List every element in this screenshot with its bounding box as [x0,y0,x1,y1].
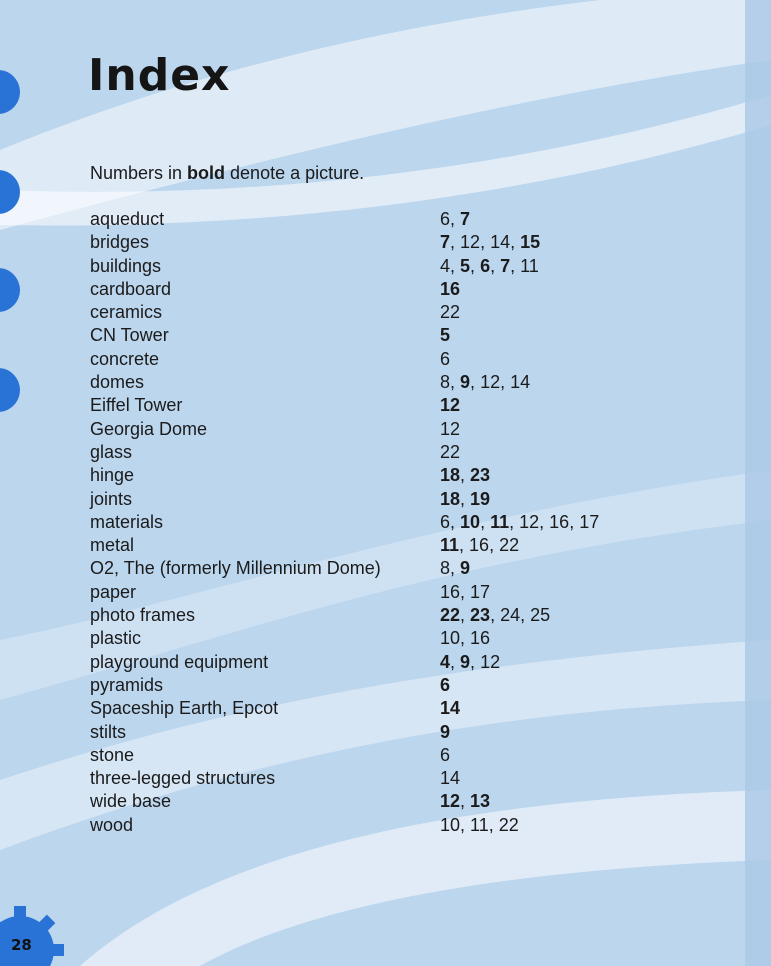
index-entry [90,464,650,487]
page-ref: 19 [470,488,491,509]
page-separator: , [539,511,550,532]
page-ref: 10 [440,814,461,835]
index-pages [440,627,490,650]
page-ref: 25 [530,605,551,626]
index-entry [90,255,650,278]
page-ref: 14 [440,698,461,719]
page-ref: 11 [520,255,539,276]
index-pages [440,790,490,813]
page-ref: 9 [460,558,471,579]
index-term: joints [90,488,133,509]
page-ref: 12 [519,511,540,532]
index-term: ceramics [90,302,163,323]
index-pages [440,255,539,278]
page-separator: , [490,255,501,276]
page-ref: 18 [440,488,461,509]
page-ref: 4 [440,651,451,672]
index-entry [90,348,650,371]
index-term: O2, The (formerly Millennium Dome) [90,558,381,579]
index-term: playground equipment [90,651,269,672]
page-ref: 9 [460,651,471,672]
page-ref: 9 [460,372,471,393]
index-entry [90,627,650,650]
index-pages [440,231,540,254]
index-term: stone [90,744,135,765]
index-note [90,163,364,184]
page-ref: 16 [549,511,570,532]
page-ref: 9 [440,721,451,742]
index-term: Spaceship Earth, Epcot [90,698,279,719]
page-ref: 17 [470,581,491,602]
index-term: plastic [90,628,142,649]
index-entry [90,231,650,254]
index-entry [90,557,650,580]
index-entry [90,441,650,464]
page-title: Index [88,50,231,101]
index-term: metal [90,535,135,556]
page-ref: 6 [440,674,451,695]
index-term: concrete [90,348,160,369]
page-ref: 10 [460,511,481,532]
index-pages [440,534,519,557]
page-ref: 22 [440,302,461,323]
page-ref: 14 [440,768,461,789]
index-pages [440,767,460,790]
index-pages [440,488,490,511]
page-separator: , [510,232,521,253]
index-list [90,208,650,837]
page-ref: 16 [440,278,461,299]
page-ref: 7 [500,255,511,276]
index-pages [440,301,460,324]
index-pages [440,581,490,604]
page-ref: 6 [440,209,451,229]
index-term: photo frames [90,605,196,626]
page-ref: 7 [440,232,451,253]
page-ref: 13 [470,791,491,812]
note-prefix: Numbers in [90,163,188,183]
index-entry [90,814,650,837]
page-ref: 15 [520,232,541,253]
page-separator: , [460,791,471,812]
page-ref: 22 [440,605,461,626]
page-ref: 6 [440,348,451,369]
page-ref: 23 [470,465,491,486]
index-entry [90,278,650,301]
index-pages [440,208,470,231]
page-separator: , [509,511,520,532]
index-pages [440,511,599,534]
page-separator: , [460,465,471,486]
page-ref: 10 [440,628,461,649]
index-pages [440,651,500,674]
page-ref: 22 [498,814,519,835]
page-ref: 14 [510,372,531,393]
index-term: wide base [90,791,172,812]
page-ref: 8 [440,558,451,579]
index-entry [90,371,650,394]
index-entry [90,581,650,604]
index-term: CN Tower [90,325,169,346]
page-ref: 12 [460,232,481,253]
page-separator: , [460,581,471,602]
index-pages [440,697,460,720]
index-term: three-legged structures [90,768,276,789]
page-separator: , [450,558,461,579]
index-pages [440,557,470,580]
index-entry [90,790,650,813]
page-ref: 12 [440,418,461,439]
index-term: Georgia Dome [90,418,208,439]
index-entry [90,208,650,231]
page-separator: , [489,535,500,556]
page-separator: , [490,605,501,626]
index-entry [90,301,650,324]
page-ref: 8 [440,372,451,393]
index-term: cardboard [90,278,172,299]
index-term: stilts [90,721,126,742]
page-ref: 22 [499,535,520,556]
page-separator: , [470,651,481,672]
page-ref: 17 [579,511,600,532]
index-pages [440,721,450,744]
page-separator: , [460,814,471,835]
page-separator: , [460,488,471,509]
page-number: 28 [11,936,32,954]
index-pages [440,604,550,627]
page-separator: , [450,209,461,229]
index-entry [90,534,650,557]
index-entry [90,651,650,674]
page-ref: 23 [470,605,491,626]
index-term: buildings [90,255,162,276]
page-ref: 16 [469,535,490,556]
index-entry [90,721,650,744]
page-ref: 14 [490,232,511,253]
page-ref: 18 [440,465,461,486]
index-pages [440,394,460,417]
index-pages [440,348,450,371]
page-ref: 12 [480,651,501,672]
index-entry [90,394,650,417]
index-entry [90,511,650,534]
index-term: wood [90,814,134,835]
index-entry [90,744,650,767]
page-ref: 5 [460,255,471,276]
page-separator: , [480,511,491,532]
page-ref: 6 [440,511,451,532]
index-entry [90,324,650,347]
page-separator: , [459,535,470,556]
index-pages [440,418,460,441]
note-suffix: denote a picture. [225,163,365,183]
page-separator: , [520,605,531,626]
page-separator: , [450,651,461,672]
index-entry [90,674,650,697]
page-ref: 16 [440,581,461,602]
page-separator: , [488,814,499,835]
page-ref: 11 [440,535,460,556]
note-bold-word: bold [187,163,226,183]
page-ref: 7 [460,209,471,229]
index-pages [440,371,530,394]
index-term: domes [90,372,145,393]
page-ref: 24 [500,605,521,626]
page-separator: , [470,255,481,276]
page-ref: 6 [480,255,491,276]
index-pages [440,814,519,837]
page-ref: 4 [440,255,451,276]
page-separator: , [500,372,511,393]
page-ref: 11 [470,814,489,835]
page-separator: , [450,232,461,253]
index-term: bridges [90,232,150,253]
page-separator: , [510,255,521,276]
index-pages [440,278,460,301]
index-pages [440,441,460,464]
page-separator: , [470,372,481,393]
index-pages [440,744,450,767]
page-separator: , [569,511,580,532]
page-ref: 12 [480,372,501,393]
index-term: pyramids [90,674,164,695]
page-separator: , [450,255,461,276]
index-term: paper [90,581,137,602]
page-ref: 22 [440,441,461,462]
page-ref: 5 [440,325,451,346]
index-entry [90,418,650,441]
page-ref: 6 [440,744,451,765]
index-term: aqueduct [90,209,165,229]
page-separator: , [450,511,461,532]
page-separator: , [480,232,491,253]
page-separator: , [460,605,471,626]
index-pages [440,324,450,347]
index-term: hinge [90,465,135,486]
index-pages [440,674,450,697]
index-term: materials [90,511,164,532]
index-term: glass [90,441,133,462]
page-separator: , [460,628,471,649]
index-entry [90,767,650,790]
index-entry [90,488,650,511]
index-term: Eiffel Tower [90,395,183,416]
page-ref: 12 [440,791,461,812]
page-ref: 11 [490,511,510,532]
page-ref: 12 [440,395,461,416]
page-ref: 16 [470,628,491,649]
index-entry [90,604,650,627]
page-edge-shade [745,0,771,966]
page-separator: , [450,372,461,393]
index-pages [440,464,490,487]
index-entry [90,697,650,720]
